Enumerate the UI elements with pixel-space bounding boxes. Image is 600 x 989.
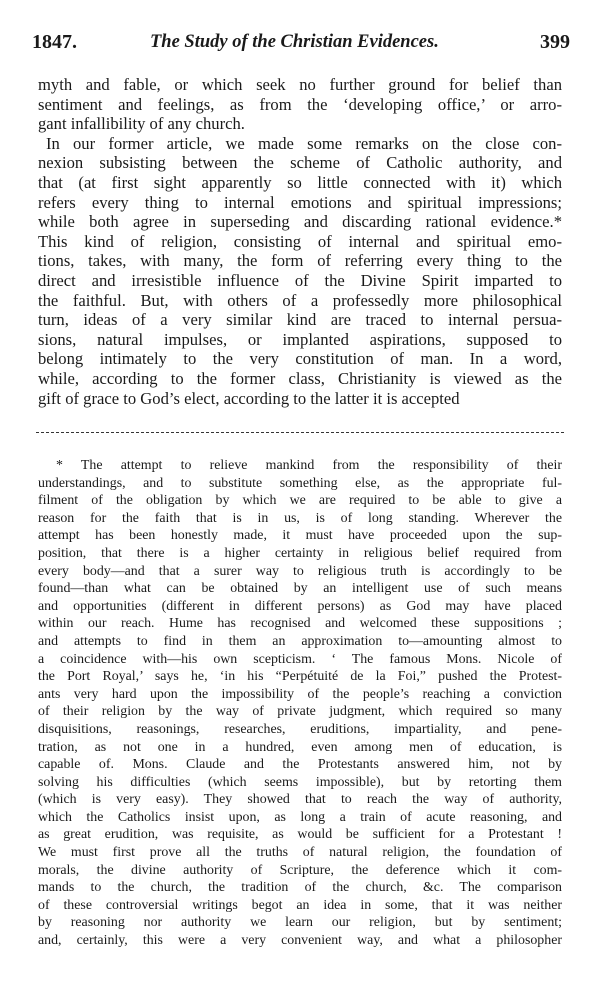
footnote-line: and, certainly, this were a very convenient way, and what a philosopher <box>38 933 562 949</box>
footnote-line: of their religion by the way of private judgment, which required so many <box>38 704 562 720</box>
footnote-line: We must first prove all the truths of natural religion, the foundation of <box>38 845 562 861</box>
body-line: while both agree in superseding and discarding rational evidence.* <box>38 212 562 232</box>
header-title: The Study of the Christian Evidences. <box>150 32 439 52</box>
body-line: gift of grace to God’s elect, according to the latter it is accepted <box>38 388 460 408</box>
footnote-line: solving his difficulties (which seems impossible), but by retorting them <box>38 774 562 790</box>
footnote-line: morals, the divine authority of Scripture, the deference which it com- <box>38 862 562 878</box>
body-line: nexion subsisting between the scheme of Catholic authority, and <box>38 153 562 173</box>
footnote-line: a coincidence with—his own scepticism. ‘ The famous Mons. Nicole of <box>38 651 562 667</box>
body-line: turn, ideas of a very similar kind are traced to internal persua- <box>38 310 562 330</box>
footnote-line: * The attempt to relieve mankind from the responsibility of their <box>56 458 562 473</box>
body-line: sentiment and feelings, as from the ‘developing office,’ or arro- <box>38 94 562 114</box>
body-line: direct and irresistible influence of the Divine Spirit imparted to <box>38 270 562 290</box>
body-line: the faithful. But, with others of a professedly more philosophical <box>38 290 562 310</box>
footnote-line: attempt has been honestly made, it must have proceeded upon the sup- <box>38 528 562 544</box>
footnote-line: understandings, and to substitute something else, as the appropriate ful- <box>38 475 562 491</box>
body-line: This kind of religion, consisting of internal and spiritual emo- <box>38 231 562 251</box>
footnote-line: and opportunities (different in different persons) as God may have placed <box>38 598 562 614</box>
body-line: refers every thing to internal emotions and spiritual impressions; <box>38 192 562 212</box>
page-number: 399 <box>540 31 570 53</box>
footnote-line: the Port Royal,’ says he, ‘in his “Perpétuité de la Foi,” pushed the Protest- <box>38 669 562 685</box>
footnote <box>38 457 562 950</box>
footnote-divider <box>36 432 564 433</box>
footnote-line: by reasoning nor authority we learn our religion, but by sentiment; <box>38 915 562 931</box>
footnote-line: and attempts to find in them an approximation to—amounting almost to <box>38 633 562 649</box>
footnote-line: found—than what can be obtained by an intelligent use of such means <box>38 581 562 597</box>
footnote-line: (which is very easy). They showed that to reach the way of authority, <box>38 792 562 808</box>
running-header <box>32 30 570 54</box>
footnote-line: as great erudition, was requisite, as would be sufficient for a Protestant ! <box>38 827 562 843</box>
footnote-line: filment of the obligation by which we are required to be able to give a <box>38 493 562 509</box>
body-line: sions, natural impulses, or implanted aspirations, supposed to <box>38 329 562 349</box>
footnote-line: ants very hard upon the impossibility of the people’s reaching a conviction <box>38 686 562 702</box>
body-line: belong intimately to the very constitution of man. In a word, <box>38 349 562 369</box>
footnote-line: within our reach. Hume has recognised and welcomed these suppositions ; <box>38 616 562 632</box>
body-line: gant infallibility of any church. <box>38 114 245 134</box>
main-text <box>38 75 562 408</box>
footnote-line: of these controversial writings begot an idea in some, that it was neither <box>38 897 562 913</box>
body-line: In our former article, we made some remarks on the close con- <box>46 133 562 153</box>
footnote-line: every body—and that a surer way to religious truth is accordingly to be <box>38 563 562 579</box>
header-year: 1847. <box>32 31 77 53</box>
body-line: tions, takes, with many, the form of referring every thing to the <box>38 251 562 271</box>
footnote-line: which the Catholics insist upon, as long a train of acute reasoning, and <box>38 809 562 825</box>
footnote-line: reason for the faith that is in us, is of long standing. Wherever the <box>38 510 562 526</box>
footnote-line: position, that there is a higher certainty in religious belief required from <box>38 545 562 561</box>
footnote-line: mands to the church, the tradition of the church, &c. The comparison <box>38 880 562 896</box>
footnote-line: disquisitions, reasonings, researches, eruditions, impartiality, and pene- <box>38 721 562 737</box>
footnote-line: tration, as not one in a hundred, even among men of education, is <box>38 739 562 755</box>
footnote-line: capable of. Mons. Claude and the Protestants answered him, not by <box>38 757 562 773</box>
body-line: while, according to the former class, Christianity is viewed as the <box>38 368 562 388</box>
body-line: that (at first sight apparently so little connected with it) which <box>38 172 562 192</box>
body-line: myth and fable, or which seek no further ground for belief than <box>38 75 562 94</box>
